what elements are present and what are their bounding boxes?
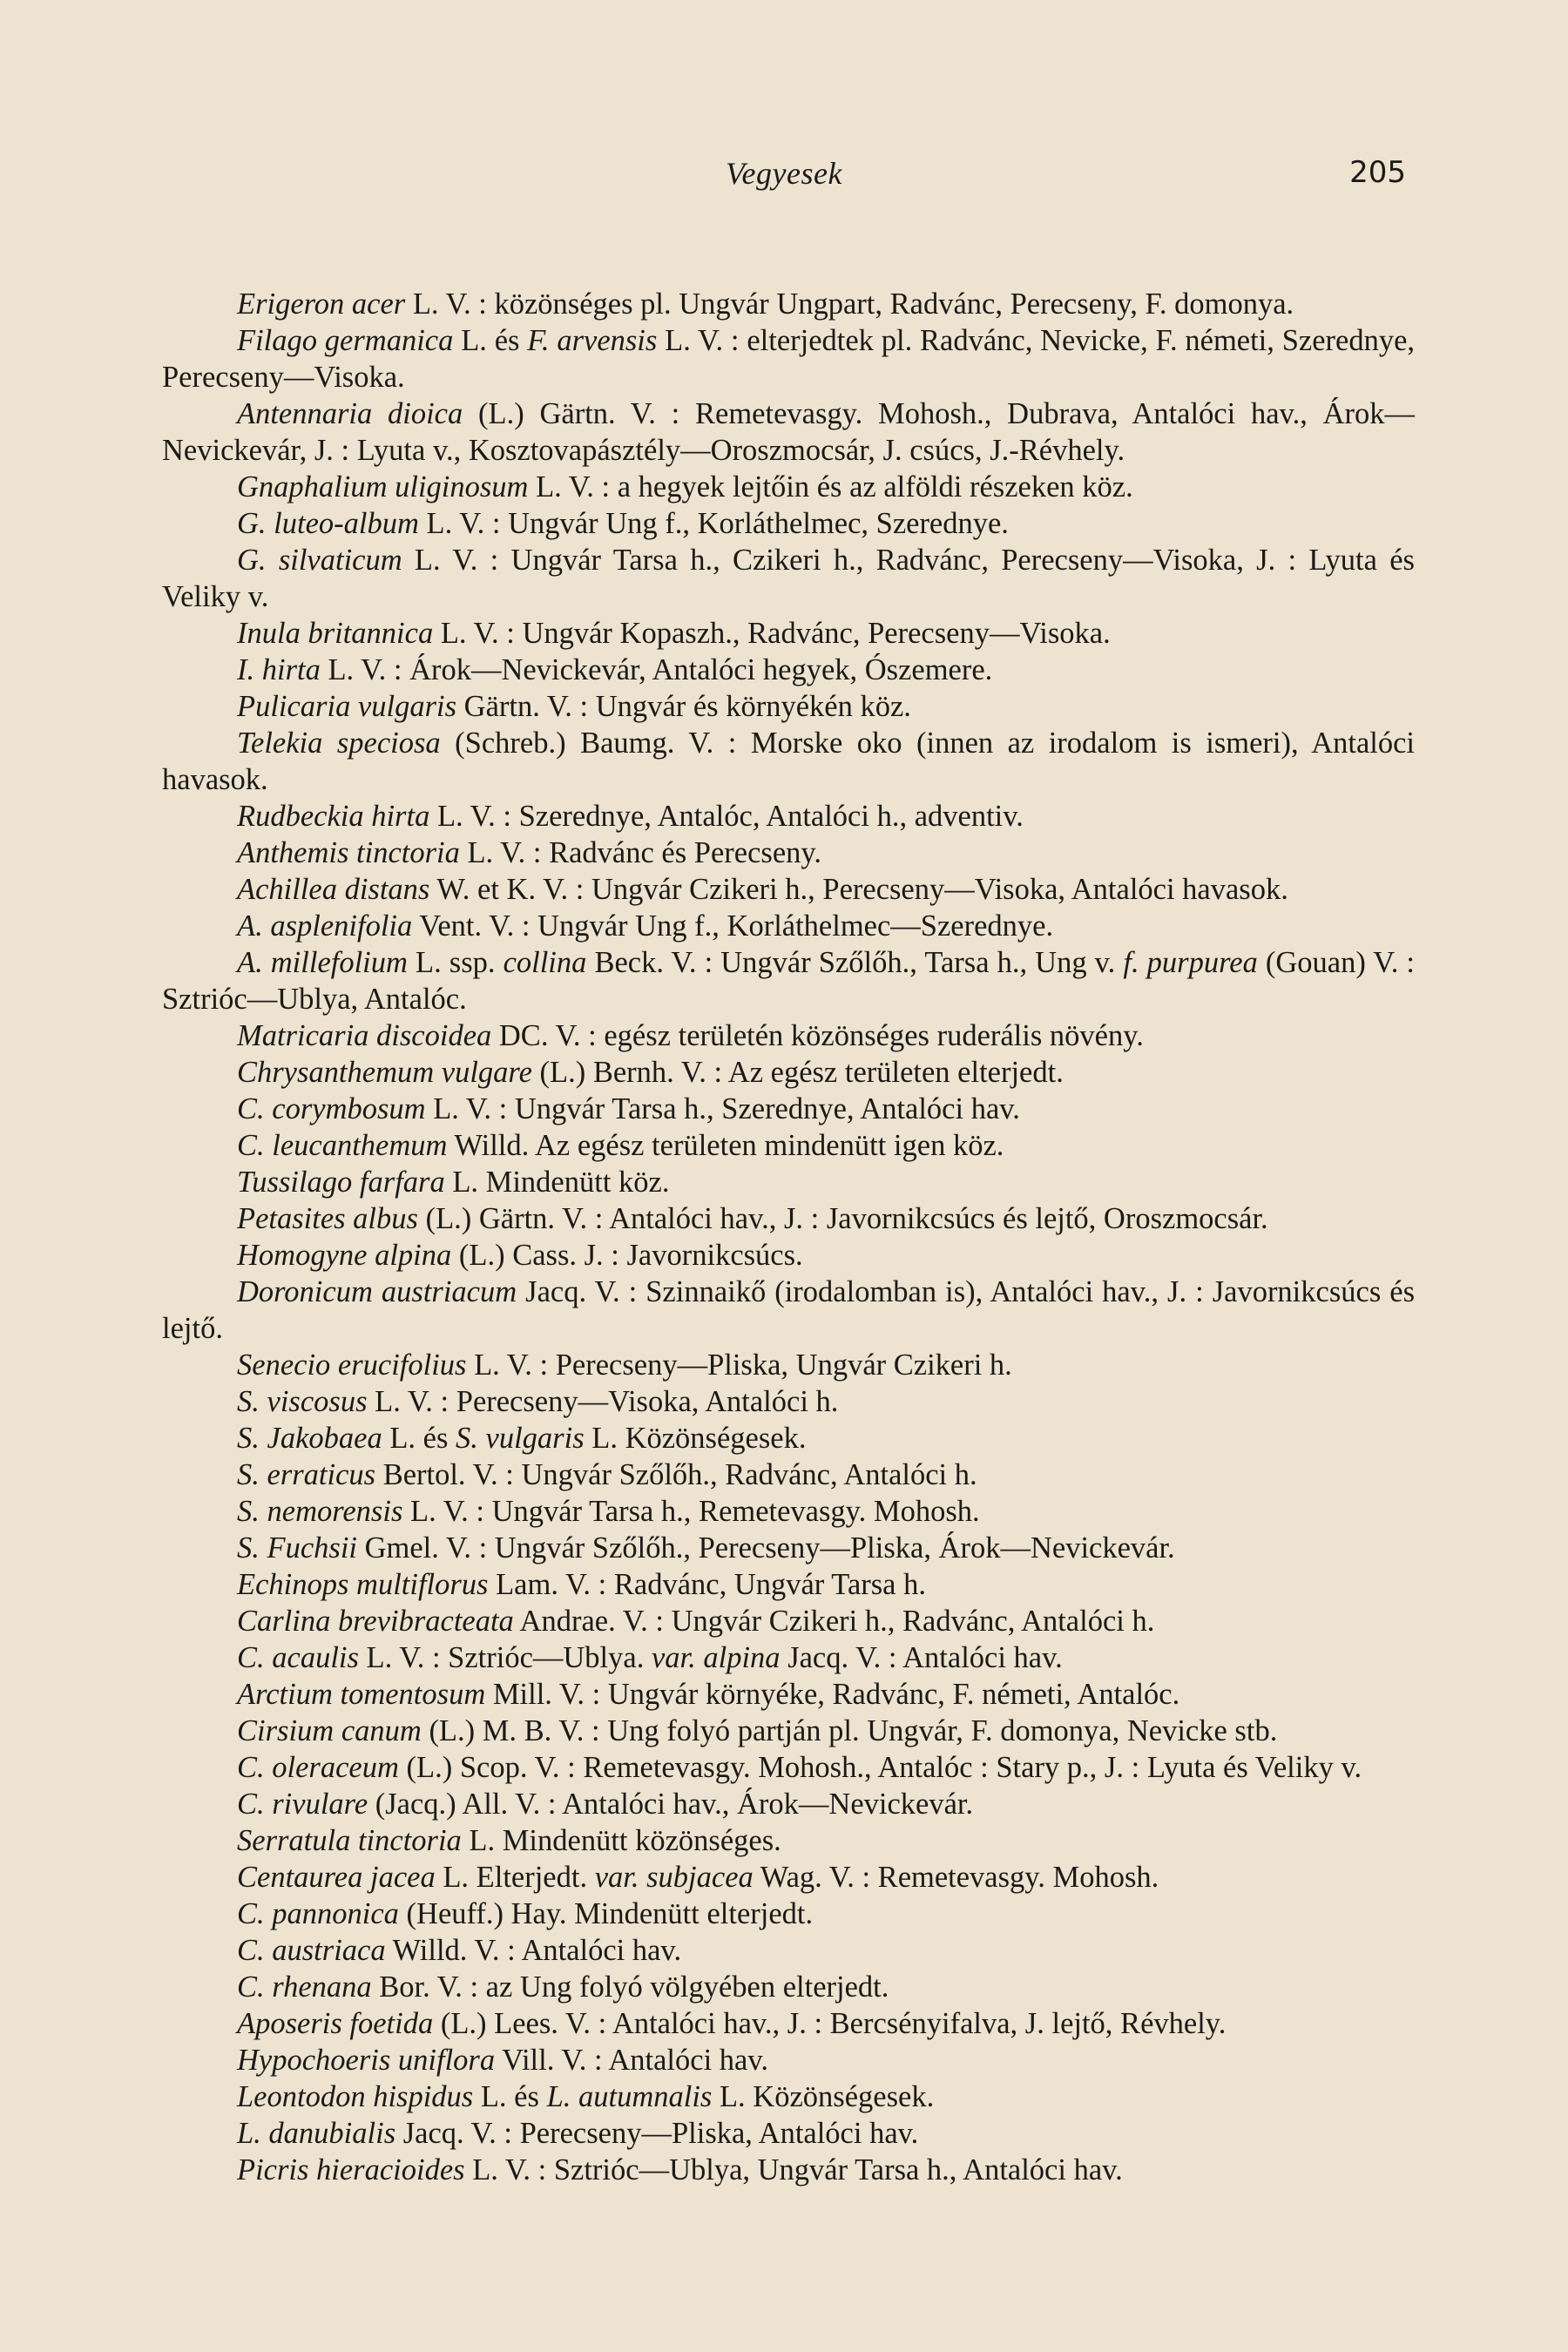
taxon-name: C. corymbosum <box>237 1092 426 1125</box>
taxon-name: Arctium tomentosum <box>237 1678 486 1711</box>
entry-text: (Heuff.) Hay. Mindenütt elterjedt. <box>398 1897 814 1930</box>
taxon-name: F. arvensis <box>527 324 658 357</box>
taxon-name: Filago germanica <box>237 324 454 357</box>
species-entry <box>162 1274 1415 1347</box>
entry-text: (L.) M. B. V. : Ung folyó partján pl. Ungvár, F. domonya, Nevicke stb. <box>421 1714 1278 1747</box>
taxon-name: Telekia speciosa <box>237 727 441 760</box>
taxon-name: Petasites albus <box>237 1202 418 1235</box>
species-entry <box>162 1932 1415 1969</box>
species-entry <box>162 1054 1415 1091</box>
entry-text: L. és <box>473 2080 547 2113</box>
entry-text: DC. V. : egész területén közönséges ruderális növény. <box>491 1019 1144 1052</box>
species-entry <box>162 2005 1415 2042</box>
taxon-name: C. austriaca <box>237 1934 386 1967</box>
entry-text: L. Elterjedt. <box>435 1861 595 1894</box>
taxon-name: Achillea distans <box>237 873 430 906</box>
entry-text: Beck. V. : Ungvár Szőlőh., Tarsa h., Ung v. <box>586 946 1124 979</box>
species-entry <box>162 286 1415 322</box>
entry-text: L. ssp. <box>407 946 504 979</box>
page-number: 205 <box>1349 155 1406 190</box>
taxon-name: Erigeron acer <box>237 287 406 321</box>
species-entry <box>162 469 1415 505</box>
taxon-name: Antennaria dioica <box>237 397 463 430</box>
entry-text: (L.) Gärtn. V. : Remetevasgy. Mohosh., Dubrava, Antalóci hav., Árok—Nevickevár, J. : Lyuta v., Kosztovapásztély—Oroszmocsár, J. csúcs, J.-Révhely. <box>162 397 1416 467</box>
entry-text: Jacq. V. : Szinnaikő (irodalomban is), Antalóci hav., J. : Javornikcsúcs és lejtő. <box>162 1275 1416 1345</box>
taxon-name: Aposeris foetida <box>237 2007 434 2040</box>
taxon-name: S. erraticus <box>237 1458 376 1491</box>
taxon-name: C. rivulare <box>237 1788 368 1821</box>
taxon-name: A. asplenifolia <box>237 909 413 943</box>
entry-text: L. Közönségesek. <box>712 2080 935 2113</box>
taxon-name: C. oleraceum <box>237 1751 399 1784</box>
entry-text: L. V. : elterjedtek pl. Radvánc, Nevicke, F. németi, Szerednye, Perecseny—Visoka. <box>162 324 1416 394</box>
entry-text: L. V. : Szerednye, Antalóc, Antalóci h., adventiv. <box>429 800 1024 833</box>
species-list <box>162 286 1415 2188</box>
entry-text: Gärtn. V. : Ungvár és környékén köz. <box>456 690 911 723</box>
taxon-name: collina <box>503 946 587 979</box>
taxon-name: L. autumnalis <box>546 2080 713 2113</box>
entry-text: L. V. : Ungvár Kopaszh., Radvánc, Perecseny—Visoka. <box>433 617 1111 650</box>
taxon-name: L. danubialis <box>237 2117 396 2150</box>
entry-text: (L.) Bernh. V. : Az egész területen elterjedt. <box>531 1056 1064 1089</box>
species-entry <box>162 542 1415 615</box>
entry-text: Willd. Az egész területen mindenütt igen köz. <box>447 1129 1004 1162</box>
entry-text: Jacq. V. : Antalóci hav. <box>780 1641 1063 1674</box>
entry-text: L. V. : Perecseny—Pliska, Ungvár Czikeri h. <box>466 1348 1012 1382</box>
taxon-name: Homogyne alpina <box>237 1239 452 1272</box>
species-entry <box>162 1969 1415 2005</box>
taxon-name: Leontodon hispidus <box>237 2080 474 2113</box>
species-entry <box>162 2078 1415 2115</box>
entry-text: L. Mindenütt közönséges. <box>461 1824 781 1857</box>
entry-text: L. V. : Perecseny—Visoka, Antalóci h. <box>367 1385 839 1418</box>
species-entry <box>162 1164 1415 1200</box>
species-entry <box>162 1127 1415 1164</box>
entry-text: L. V. : Ungvár Tarsa h., Remetevasgy. Mohosh. <box>402 1495 980 1528</box>
taxon-name: f. purpurea <box>1123 946 1258 979</box>
entry-text: (L.) Cass. J. : Javornikcsúcs. <box>451 1239 803 1272</box>
entry-text: Vent. V. : Ungvár Ung f., Korláthelmec—Szerednye. <box>412 909 1054 943</box>
taxon-name: S. vulgaris <box>456 1422 585 1455</box>
entry-text: L. Mindenütt köz. <box>444 1166 670 1199</box>
entry-text: Wag. V. : Remetevasgy. Mohosh. <box>753 1861 1159 1894</box>
species-entry <box>162 944 1415 1017</box>
species-entry <box>162 505 1415 542</box>
species-entry <box>162 1420 1415 1456</box>
entry-text: (Gouan) V. : Sztrióc—Ublya, Antalóc. <box>162 946 1415 1016</box>
taxon-name: C. leucanthemum <box>237 1129 448 1162</box>
species-entry <box>162 1383 1415 1420</box>
entry-text: L. V. : Árok—Nevickevár, Antalóci hegyek, Ószemere. <box>320 653 993 686</box>
species-entry <box>162 1347 1415 1383</box>
taxon-name: Chrysanthemum vulgare <box>237 1056 532 1089</box>
species-entry <box>162 2042 1415 2078</box>
entry-text: L. Közönségesek. <box>584 1422 807 1455</box>
species-entry <box>162 1896 1415 1932</box>
entry-text: L. V. : Sztrióc—Ublya, Ungvár Tarsa h., Antalóci hav. <box>464 2153 1123 2186</box>
species-entry <box>162 1603 1415 1639</box>
taxon-name: Senecio erucifolius <box>237 1348 467 1382</box>
taxon-name: Cirsium canum <box>237 1714 422 1747</box>
species-entry <box>162 322 1415 395</box>
taxon-name: var. alpina <box>651 1641 781 1674</box>
entry-text: Mill. V. : Ungvár környéke, Radvánc, F. németi, Antalóc. <box>485 1678 1180 1711</box>
taxon-name: S. viscosus <box>237 1385 368 1418</box>
entry-text: L. V. : Sztrióc—Ublya. <box>358 1641 652 1674</box>
taxon-name: I. hirta <box>237 653 321 686</box>
taxon-name: Carlina brevibracteata <box>237 1605 514 1638</box>
taxon-name: Rudbeckia hirta <box>237 800 430 833</box>
species-entry <box>162 1786 1415 1822</box>
taxon-name: Pulicaria vulgaris <box>237 690 457 723</box>
species-entry <box>162 395 1415 469</box>
taxon-name: A. millefolium <box>237 946 408 979</box>
species-entry <box>162 1456 1415 1493</box>
taxon-name: Hypochoeris uniflora <box>237 2044 496 2077</box>
species-entry <box>162 1676 1415 1713</box>
species-entry <box>162 615 1415 652</box>
entry-text: Bor. V. : az Ung folyó völgyében elterjedt. <box>371 1970 889 2004</box>
species-entry <box>162 2152 1415 2188</box>
taxon-name: Inula britannica <box>237 617 434 650</box>
entry-text: L. V. : Ungvár Tarsa h., Czikeri h., Radvánc, Perecseny—Visoka, J. : Lyuta és Veliky v. <box>162 544 1415 613</box>
taxon-name: var. subjacea <box>594 1861 754 1894</box>
taxon-name: Anthemis tinctoria <box>237 836 460 869</box>
taxon-name: Doronicum austriacum <box>237 1275 517 1308</box>
taxon-name: C. pannonica <box>237 1897 399 1930</box>
species-entry <box>162 1493 1415 1530</box>
entry-text: Bertol. V. : Ungvár Szőlőh., Radvánc, Antalóci h. <box>375 1458 977 1491</box>
taxon-name: G. silvaticum <box>237 544 402 577</box>
entry-text: (Schreb.) Baumg. V. : Morske oko (innen az irodalom is ismeri), Antalóci havasok. <box>162 727 1415 796</box>
species-entry <box>162 1017 1415 1054</box>
species-entry <box>162 688 1415 725</box>
species-entry <box>162 1200 1415 1237</box>
species-entry <box>162 1530 1415 1566</box>
entry-text: Vill. V. : Antalóci hav. <box>495 2044 768 2077</box>
taxon-name: C. acaulis <box>237 1641 359 1674</box>
taxon-name: Tussilago farfara <box>237 1166 445 1199</box>
entry-text: (L.) Lees. V. : Antalóci hav., J. : Bercsényifalva, J. lejtő, Révhely. <box>433 2007 1227 2040</box>
species-entry <box>162 1749 1415 1786</box>
taxon-name: C. rhenana <box>237 1970 372 2004</box>
entry-text: L. és <box>453 324 528 357</box>
entry-text: (L.) Scop. V. : Remetevasgy. Mohosh., Antalóc : Stary p., J. : Lyuta és Veliky v. <box>398 1751 1362 1784</box>
entry-text: W. et K. V. : Ungvár Czikeri h., Perecseny—Visoka, Antalóci havasok. <box>429 873 1288 906</box>
taxon-name: Gnaphalium uliginosum <box>237 470 529 504</box>
taxon-name: S. Fuchsii <box>237 1531 357 1565</box>
entry-text: L. V. : a hegyek lejtőin és az alföldi részeken köz. <box>528 470 1133 504</box>
species-entry <box>162 1091 1415 1127</box>
species-entry <box>162 798 1415 835</box>
entry-text: Gmel. V. : Ungvár Szőlőh., Perecseny—Pliska, Árok—Nevickevár. <box>356 1531 1175 1565</box>
taxon-name: Matricaria discoidea <box>237 1019 492 1052</box>
taxon-name: S. Jakobaea <box>237 1422 382 1455</box>
species-entry <box>162 2115 1415 2152</box>
taxon-name: G. luteo-album <box>237 507 419 540</box>
taxon-name: Echinops multiflorus <box>237 1568 489 1601</box>
species-entry <box>162 1822 1415 1859</box>
species-entry <box>162 1713 1415 1749</box>
entry-text: (L.) Gärtn. V. : Antalóci hav., J. : Javornikcsúcs és lejtő, Oroszmocsár. <box>417 1202 1268 1235</box>
taxon-name: Centaurea jacea <box>237 1861 436 1894</box>
species-entry <box>162 1566 1415 1603</box>
entry-text: L. V. : Radvánc és Perecseny. <box>459 836 822 869</box>
entry-text: Andrae. V. : Ungvár Czikeri h., Radvánc, Antalóci h. <box>513 1605 1155 1638</box>
species-entry <box>162 725 1415 798</box>
species-entry <box>162 1859 1415 1896</box>
page-header <box>157 155 1411 199</box>
taxon-name: Picris hieracioides <box>237 2153 465 2186</box>
taxon-name: Serratula tinctoria <box>237 1824 462 1857</box>
entry-text: Willd. V. : Antalóci hav. <box>385 1934 682 1967</box>
entry-text: L. és <box>382 1422 456 1455</box>
entry-text: L. V. : Ungvár Tarsa h., Szerednye, Antalóci hav. <box>425 1092 1020 1125</box>
species-entry <box>162 908 1415 944</box>
species-entry <box>162 871 1415 908</box>
running-title: Vegyesek <box>726 156 842 191</box>
species-entry <box>162 652 1415 688</box>
species-entry <box>162 1237 1415 1274</box>
entry-text: Lam. V. : Radvánc, Ungvár Tarsa h. <box>488 1568 926 1601</box>
entry-text: L. V. : közönséges pl. Ungvár Ungpart, Radvánc, Perecseny, F. domonya. <box>405 287 1294 321</box>
species-entry <box>162 1639 1415 1676</box>
entry-text: L. V. : Ungvár Ung f., Korláthelmec, Szerednye. <box>418 507 1009 540</box>
entry-text: (Jacq.) All. V. : Antalóci hav., Árok—Nevickevár. <box>368 1788 974 1821</box>
entry-text: Jacq. V. : Perecseny—Pliska, Antalóci hav. <box>395 2117 919 2150</box>
species-entry <box>162 835 1415 871</box>
taxon-name: S. nemorensis <box>237 1495 403 1528</box>
